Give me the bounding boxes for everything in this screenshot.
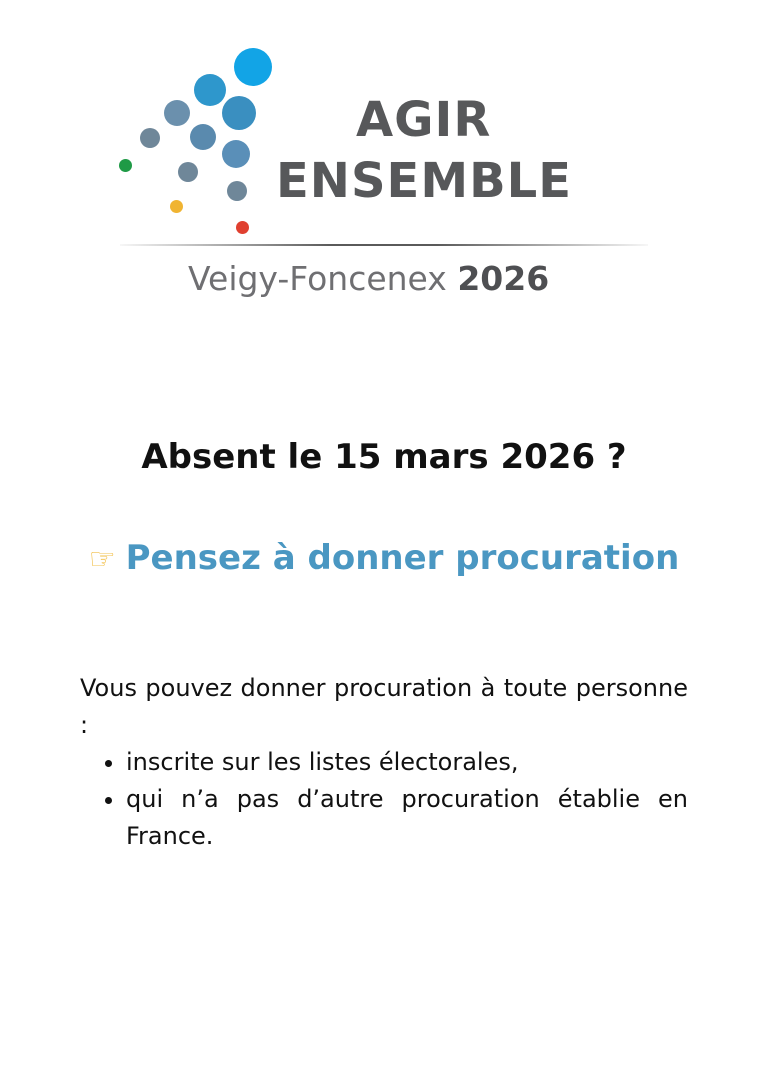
logo-dot-icon — [178, 162, 198, 182]
logo-dot-icon — [236, 221, 249, 234]
logo-wordmark-line1: AGIR — [356, 92, 492, 148]
logo-dot-icon — [227, 181, 247, 201]
logo-dot-icon — [119, 159, 132, 172]
logo-dot-icon — [190, 124, 216, 150]
list-item: • inscrite sur les listes électorales, — [126, 744, 688, 781]
logo-dot-icon — [140, 128, 160, 148]
logo-dot-icon — [194, 74, 226, 106]
agir-ensemble-logo — [0, 0, 768, 320]
logo-wordmark-line2: ENSEMBLE — [276, 153, 573, 209]
logo-dot-icon — [222, 96, 256, 130]
logo-dot-icon — [164, 100, 190, 126]
body-text — [80, 670, 688, 855]
body-intro: Vous pouvez donner procuration à toute personne : — [80, 674, 688, 739]
call-to-action-text: Pensez à donner procuration — [125, 538, 680, 578]
pointing-hand-icon: ☞ — [88, 542, 116, 577]
logo-dot-icon — [170, 200, 183, 213]
call-to-action — [0, 534, 768, 584]
headline: Absent le 15 mars 2026 ? — [141, 437, 627, 477]
logo-town: Veigy-Foncenex — [188, 259, 447, 298]
logo-dot-icon — [222, 140, 250, 168]
conditions-list — [80, 744, 688, 855]
logo-divider — [120, 244, 648, 246]
logo-subtitle — [188, 258, 549, 300]
logo-year: 2026 — [457, 259, 550, 298]
logo-dot-icon — [234, 48, 272, 86]
list-item: • qui n’a pas d’autre procuration établie en France. — [126, 781, 688, 855]
